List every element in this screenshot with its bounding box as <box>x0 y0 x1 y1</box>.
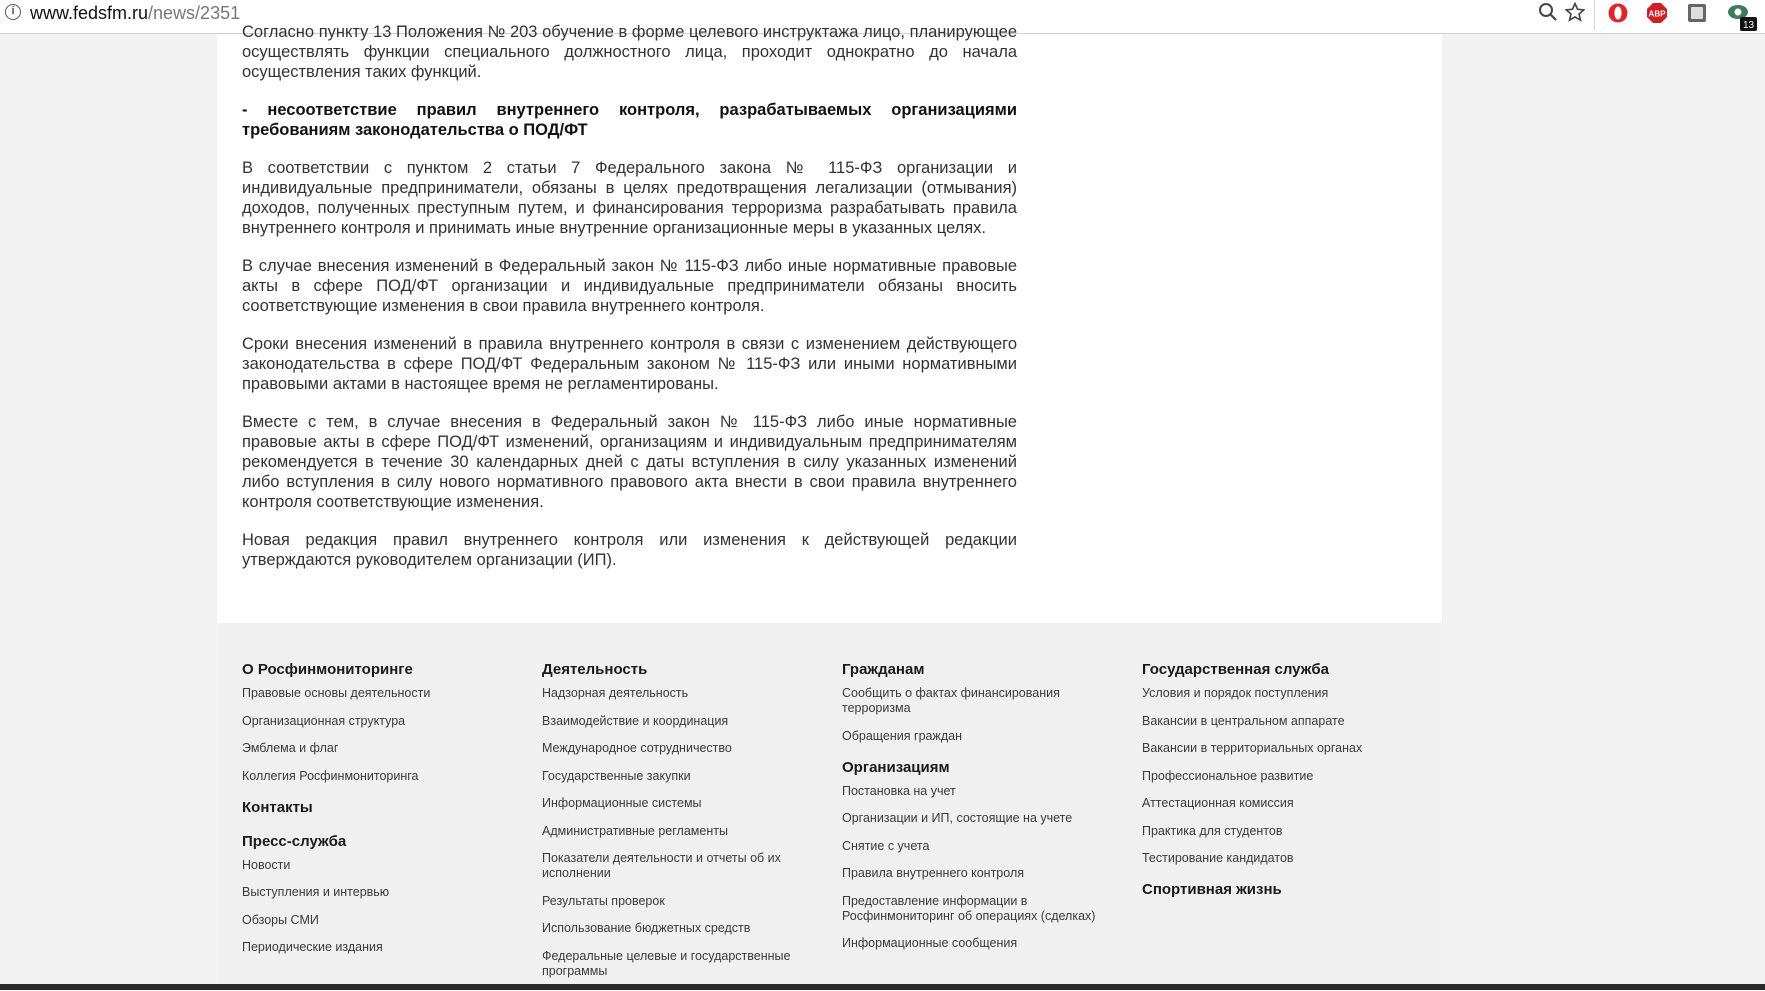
article-paragraph: Сроки внесения изменений в правила внутреннего контроля в связи с изменением действующего законодательства в сфере ПОД/ФТ Федеральным законом № 115-ФЗ или иными нормативными правовыми актами в настоящее время не регламентированы. <box>242 335 1017 393</box>
extension-badge: 13 <box>1742 20 1755 31</box>
footer-link[interactable]: Организационная структура <box>242 713 406 728</box>
adblock-plus-label: ABP <box>1648 9 1666 19</box>
zoom-icon[interactable] <box>1538 2 1558 22</box>
footer-link[interactable]: Организации и ИП, состоящие на учете <box>842 811 1073 825</box>
footer-heading-link[interactable]: Спортивная жизнь <box>1142 881 1282 898</box>
footer-column-activity <box>542 660 812 991</box>
footer-heading-link[interactable]: Пресс-служба <box>242 832 347 850</box>
footer-link[interactable]: Новости <box>242 857 291 872</box>
footer-link[interactable]: Практика для студентов <box>1142 823 1283 838</box>
footer-link[interactable]: Результаты проверок <box>542 893 665 908</box>
footer-link[interactable]: Государственные закупки <box>542 768 691 783</box>
footer-link[interactable]: Обзоры СМИ <box>242 912 319 927</box>
article-paragraph: В соответствии с пунктом 2 статьи 7 Федерального закона № 115-ФЗ организации и индивидуальные предприниматели, обязаны в целях предотвращения легализации (отмывания) доходов, полученных преступным путем, и финансирования терроризма разрабатывать правила внутреннего контроля и принимать иные внутренние организационные меры в указанных целях. <box>242 159 1017 237</box>
opera-extension-icon[interactable] <box>1607 2 1629 24</box>
article-panel <box>217 23 1442 623</box>
footer-link[interactable]: Обращения граждан <box>842 728 962 743</box>
footer-link[interactable]: Взаимодействие и координация <box>542 713 729 728</box>
footer-link[interactable]: Периодические издания <box>242 940 383 954</box>
footer-link[interactable]: Аттестационная комиссия <box>1142 796 1294 810</box>
url-host: www.fedsfm.ru <box>30 3 149 23</box>
taskbar-edge <box>0 984 1765 990</box>
address-bar[interactable] <box>30 1 240 25</box>
footer-link[interactable]: Предоставление информации в Росфинмониторинг об операциях (сделках) <box>842 893 1096 923</box>
footer-link[interactable]: Снятие с учета <box>842 838 930 853</box>
footer-link[interactable]: Выступления и интервью <box>242 885 390 899</box>
bookmark-star-icon[interactable] <box>1565 2 1585 22</box>
info-icon[interactable]: i <box>5 4 21 20</box>
extension-icon[interactable] <box>1686 2 1708 24</box>
address-bar-divider <box>1594 0 1595 30</box>
footer-heading-link[interactable]: Деятельность <box>542 661 648 678</box>
footer-heading-link[interactable]: Контакты <box>242 798 313 816</box>
footer-column-citizens <box>842 660 1112 964</box>
footer-link[interactable]: Использование бюджетных средств <box>542 921 751 935</box>
footer-link[interactable]: Административные регламенты <box>542 823 728 838</box>
article-body <box>242 23 1017 588</box>
footer-link[interactable]: Эмблема и флаг <box>242 741 339 755</box>
footer-link[interactable]: Коллегия Росфинмониторинга <box>242 768 419 783</box>
footer-link[interactable]: Информационные системы <box>542 796 702 810</box>
footer-link[interactable]: Постановка на учет <box>842 783 956 798</box>
article-paragraph: Новая редакция правил внутреннего контроля или изменения к действующей редакции утверждаются руководителем организации (ИП). <box>242 531 1017 569</box>
footer-link[interactable]: Надзорная деятельность <box>542 686 689 700</box>
footer-link[interactable]: Вакансии в территориальных органах <box>1142 741 1363 755</box>
footer-link[interactable]: Сообщить о фактах финансирования терроризма <box>842 686 1060 715</box>
footer-link[interactable]: Вакансии в центральном аппарате <box>1142 713 1345 728</box>
site-footer <box>217 623 1442 990</box>
footer-heading-link[interactable]: Гражданам <box>842 661 925 678</box>
eye-extension-icon[interactable] <box>1726 2 1758 32</box>
footer-heading-link[interactable]: Государственная служба <box>1142 661 1329 678</box>
footer-heading-link[interactable]: Организациям <box>842 758 950 776</box>
footer-link[interactable]: Условия и порядок поступления <box>1142 686 1329 700</box>
footer-link[interactable]: Тестирование кандидатов <box>1142 851 1294 865</box>
url-path: /news/2351 <box>148 3 241 23</box>
footer-link[interactable]: Международное сотрудничество <box>542 741 732 755</box>
footer-column-about <box>242 660 512 968</box>
footer-link[interactable]: Показатели деятельности и отчеты об их исполнении <box>542 851 781 880</box>
footer-link[interactable]: Профессиональное развитие <box>1142 768 1314 783</box>
adblock-plus-icon[interactable] <box>1646 2 1668 24</box>
footer-link[interactable]: Правовые основы деятельности <box>242 686 431 700</box>
page-viewport <box>0 23 1765 990</box>
footer-link[interactable]: Федеральные целевые и государственные программы <box>542 948 791 978</box>
article-paragraph: Вместе с тем, в случае внесения в Федеральный закон № 115-ФЗ либо иные нормативные правовые акты в сфере ПОД/ФТ изменений, организациям и индивидуальным предпринимателям рекомендуется в течение 30 календарных дней с даты вступления в силу указанных изменений либо вступления в силу нового нормативного правового акта внести в свои правила внутреннего контроля соответствующие изменения. <box>242 413 1017 511</box>
footer-link[interactable]: Информационные сообщения <box>842 936 1018 950</box>
footer-heading-link[interactable]: О Росфинмониторинге <box>242 661 413 678</box>
article-subheading: - несоответствие правил внутреннего контроля, разрабатываемых организациями требованиям законодательства о ПОД/ФТ <box>242 101 1017 139</box>
footer-column-civil-service <box>1142 660 1412 906</box>
footer-link[interactable]: Правила внутреннего контроля <box>842 866 1025 880</box>
article-paragraph: Согласно пункту 13 Положения № 203 обучение в форме целевого инструктажа лицо, планирующее осуществлять функции специального должностного лица, проходит однократно до начала осуществления таких функций. <box>242 23 1017 81</box>
article-paragraph: В случае внесения изменений в Федеральный закон № 115-ФЗ либо иные нормативные правовые акты в сфере ПОД/ФТ организации и индивидуальные предприниматели обязаны вносить соответствующие изменения в свои правила внутреннего контроля. <box>242 257 1017 315</box>
